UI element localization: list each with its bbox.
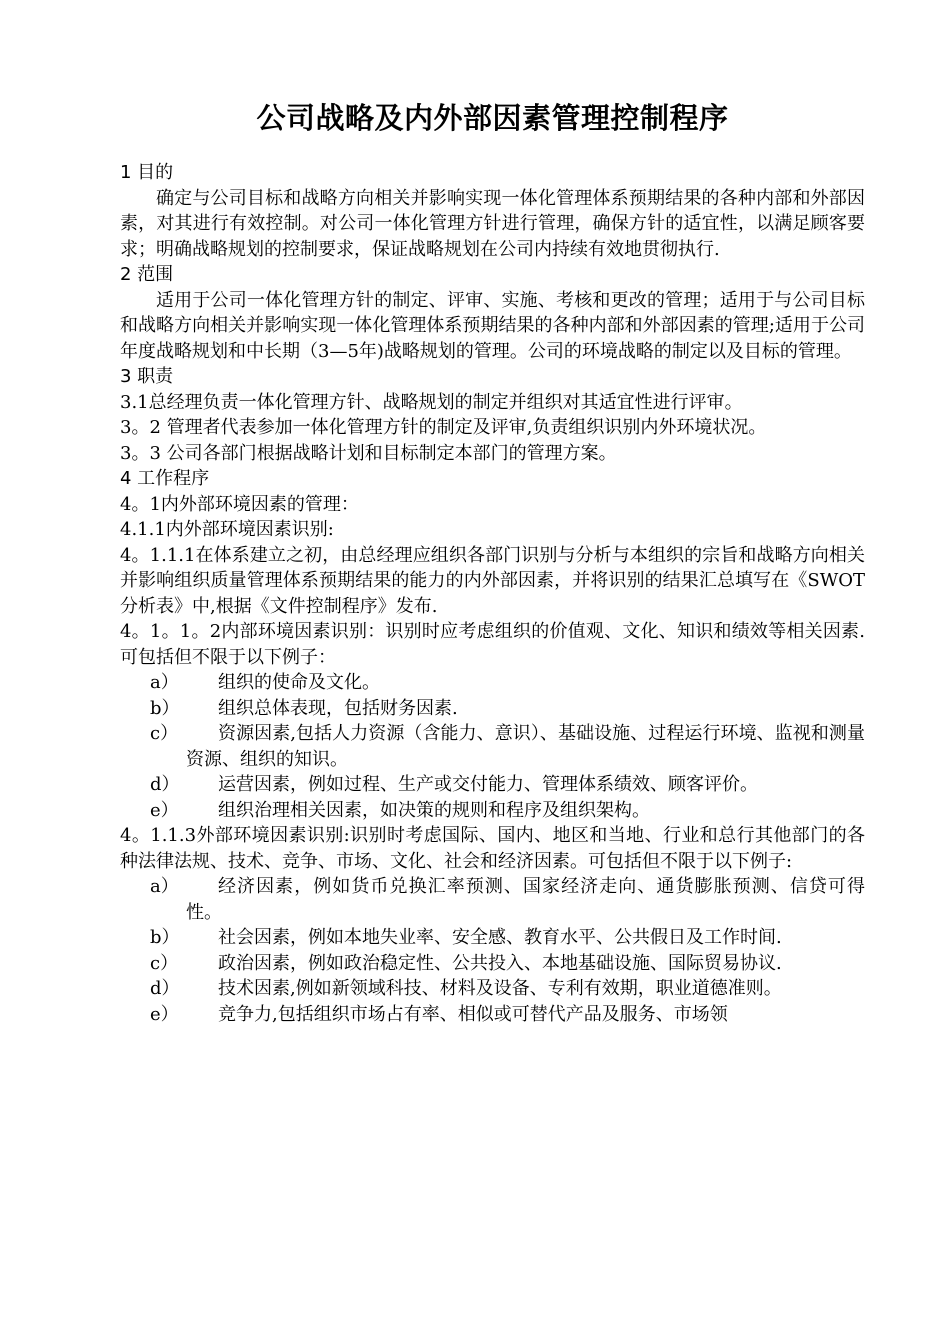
list-text: 运营因素，例如过程、生产或交付能力、管理体系绩效、顾客评价。 [218,774,758,795]
responsibility-paragraph: 3。3 公司各部门根据战略计划和目标制定本部门的管理方案。 [120,442,617,464]
list-item [120,1002,865,1028]
list-item [120,976,865,1002]
procedure-paragraph: 4。1内外部环境因素的管理： [120,493,359,515]
procedure-paragraph: 4.1.1内外部环境因素识别: [120,519,334,540]
list-item [120,951,865,977]
procedure-paragraph: 4。1.1.3外部环境因素识别:识别时考虑国际、国内、地区和当地、行业和总行其他部门的各种法律法规、技术、竞争、市场、文化、社会和经济因素。可包括但不限于以下例子: [120,825,865,872]
list-text: 竞争力,包括组织市场占有率、相似或可替代产品及服务、市场领 [218,1003,728,1025]
list-marker: a） [150,876,179,897]
list-item [120,696,865,722]
list-item [120,798,865,824]
document-title: 公司战略及内外部因素管理控制程序 [256,101,729,135]
list-text: 政治因素，例如政治稳定性、公共投入、本地基础设施、国际贸易协议. [218,952,782,974]
list-text: 技术因素,例如新领域科技、材料及设备、专利有效期，职业道德准则。 [218,978,782,999]
list-text: 组织总体表现，包括财务因素. [218,697,458,719]
procedure-paragraph: 4。1。1。2内部环境因素识别：识别时应考虑组织的价值观、文化、知识和绩效等相关因素.可包括但不限于以下例子： [120,621,865,668]
list-text: 资源因素,包括人力资源（含能力、意识）、基础设施、过程运行环境、监视和测量资源、组织的知识。 [186,723,865,770]
list-marker: c） [150,723,179,744]
list-item [120,925,865,951]
internal-factors-list [120,670,865,823]
list-text: 经济因素，例如货币兑换汇率预测、国家经济走向、通货膨胀预测、信贷可得性。 [186,876,865,923]
procedure-paragraph: 4。1.1.1在体系建立之初，由总经理应组织各部门识别与分析与本组织的宗旨和战略方向相关并影响组织质量管理体系预期结果的能力的内外部因素，并将识别的结果汇总填写在《SWOT分析表》中,根据《文件控制程序》发布. [120,544,865,617]
list-item [120,874,865,925]
section-body-scope: 适用于公司一体化管理方针的制定、评审、实施、考核和更改的管理；适用于与公司目标和战略方向相关并影响实现一体化管理体系预期结果的各种内部和外部因素的管理;适用于公司年度战略规划和中长期（3—5年)战略规划的管理。公司的环境战略的制定以及目标的管理。 [120,289,865,362]
section-heading-scope: 2 范围 [120,264,174,285]
list-marker: b） [150,697,180,719]
responsibility-paragraph: 3.1总经理负责一体化管理方针、战略规划的制定并组织对其适宜性进行评审。 [120,391,743,413]
external-factors-list [120,874,865,1027]
list-text: 组织治理相关因素，如决策的规则和程序及组织架构。 [218,799,650,821]
list-marker: e） [150,799,179,821]
list-text: 社会因素，例如本地失业率、安全感、教育水平、公共假日及工作时间. [218,927,782,948]
list-marker: d） [150,978,180,999]
list-marker: e） [150,1003,179,1025]
list-item [120,772,865,798]
list-text: 组织的使命及文化。 [218,672,380,693]
section-body-purpose: 确定与公司目标和战略方向相关并影响实现一体化管理体系预期结果的各种内部和外部因素，对其进行有效控制。对公司一体化管理方针进行管理，确保方针的适宜性，以满足顾客要求；明确战略规划的控制要求，保证战略规划在公司内持续有效地贯彻执行. [120,187,865,260]
list-marker: d） [150,774,180,795]
list-marker: c） [150,952,179,974]
document-page [120,98,865,1027]
list-item [120,670,865,696]
list-item [120,721,865,772]
list-marker: b） [150,927,180,948]
section-heading-responsibility: 3 职责 [120,366,174,387]
list-marker: a） [150,672,179,693]
section-heading-procedure: 4 工作程序 [120,468,210,489]
section-heading-purpose: 1 目的 [120,162,174,183]
responsibility-paragraph: 3。2 管理者代表参加一体化管理方针的制定及评审,负责组织识别内外环境状况。 [120,417,767,438]
